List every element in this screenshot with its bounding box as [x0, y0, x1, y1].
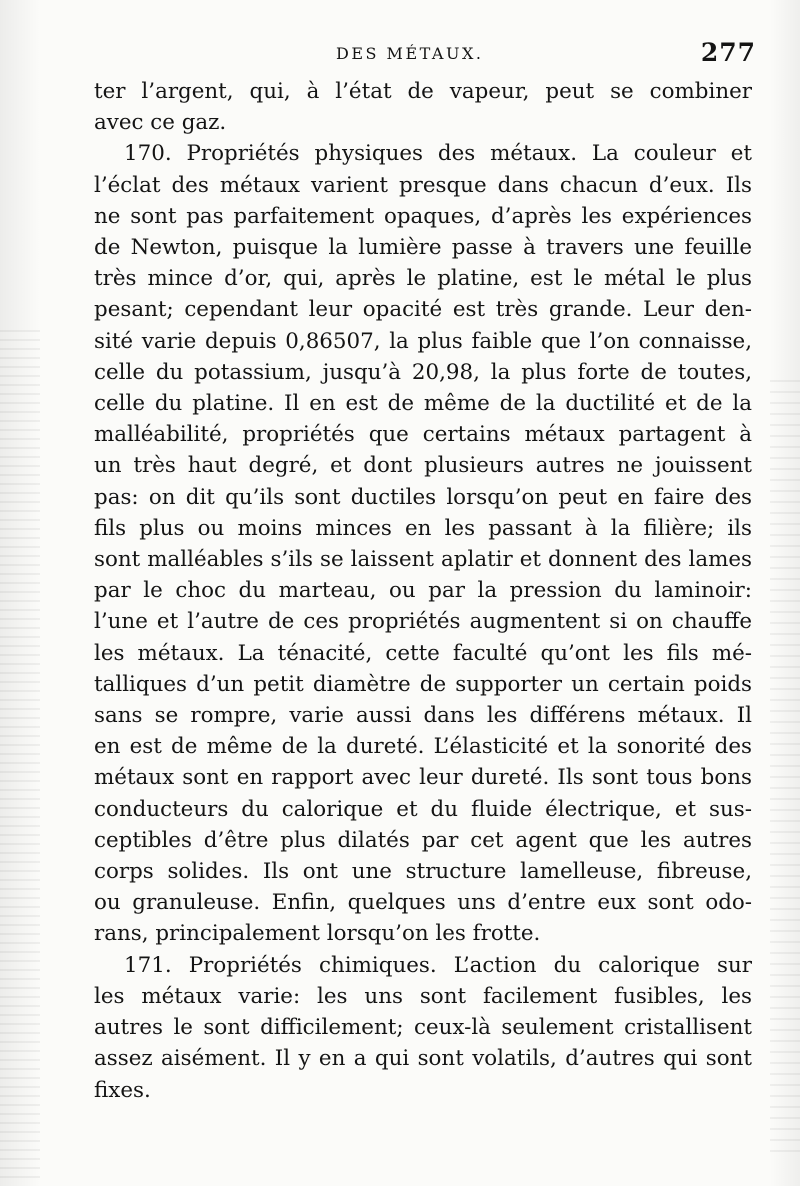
- text-line: très mince d’or, qui, après le platine, est le métal le plus: [94, 266, 752, 292]
- text-line: avec ce gaz.: [94, 110, 227, 136]
- text-line: sont malléables s’ils se laissent aplatir et donnent des lames: [94, 547, 752, 573]
- text-line: celle du potassium, jusqu’à 20,98, la plus forte de toutes,: [94, 359, 752, 385]
- text-line: rans, principalement lorsqu’on les frotte.: [94, 921, 541, 947]
- text-line: les métaux. La ténacité, cette faculté qu’ont les fils mé-: [94, 640, 752, 666]
- paragraph-continuation: [94, 76, 752, 138]
- body-text: [94, 76, 752, 1106]
- text-line: malléabilité, propriétés que certains métaux partagent à: [94, 422, 752, 448]
- text-line: sans se rompre, varie aussi dans les différens métaux. Il: [94, 703, 752, 729]
- text-line: les métaux varie: les uns sont facilement fusibles, les: [94, 983, 752, 1009]
- text-line: conducteurs du calorique et du fluide électrique, et sus-: [94, 796, 752, 822]
- show-through-left: [0, 330, 40, 1180]
- text-line: ou granuleuse. Enfin, quelques uns d’entre eux sont odo-: [94, 890, 752, 916]
- text-line: pesant; cependant leur opacité est très grande. Leur den-: [94, 297, 752, 323]
- text-line: ne sont pas parfaitement opaques, d’après les expériences: [94, 203, 752, 229]
- text-line: un très haut degré, et dont plusieurs autres ne jouissent: [94, 453, 752, 479]
- running-title: DES MÉTAUX.: [336, 44, 484, 63]
- text-line: 171. Propriétés chimiques. L’action du calorique sur: [124, 952, 752, 978]
- text-line: pas: on dit qu’ils sont ductiles lorsqu’on peut en faire des: [94, 484, 752, 510]
- page-header: [96, 34, 756, 74]
- text-line: assez aisément. Il y en a qui sont volatils, d’autres qui sont: [94, 1046, 752, 1072]
- paragraph-170: [94, 138, 752, 949]
- text-line: celle du platine. Il en est de même de la ductilité et de la: [94, 391, 752, 417]
- text-line: métaux sont en rapport avec leur dureté. Ils sont tous bons: [94, 765, 752, 791]
- text-line: sité varie depuis 0,86507, la plus faible que l’on connaisse,: [94, 328, 752, 354]
- text-line: en est de même de la dureté. L’élasticité et la sonorité des: [94, 734, 752, 760]
- paragraph-171: [94, 950, 752, 1106]
- text-line: fixes.: [94, 1077, 151, 1103]
- text-line: ceptibles d’être plus dilatés par cet agent que les autres: [94, 827, 752, 853]
- text-line: 170. Propriétés physiques des métaux. La couleur et: [124, 141, 752, 167]
- text-line: par le choc du marteau, ou par la pression du laminoir:: [94, 578, 752, 604]
- text-line: talliques d’un petit diamètre de supporter un certain poids: [94, 671, 752, 697]
- text-line: de Newton, puisque la lumière passe à travers une feuille: [94, 235, 752, 261]
- text-line: l’une et l’autre de ces propriétés augmentent si on chauffe: [94, 609, 752, 635]
- text-line: corps solides. Ils ont une structure lamelleuse, fibreuse,: [94, 859, 752, 885]
- text-line: ter l’argent, qui, à l’état de vapeur, peut se combiner: [94, 79, 752, 104]
- text-line: fils plus ou moins minces en les passant à la filière; ils: [94, 515, 752, 541]
- text-line: l’éclat des métaux varient presque dans chacun d’eux. Ils: [94, 172, 752, 198]
- show-through-right: [770, 380, 800, 1160]
- text-line: autres le sont difficilement; ceux-là seulement cristallisent: [94, 1015, 752, 1041]
- page-number: 277: [700, 38, 756, 67]
